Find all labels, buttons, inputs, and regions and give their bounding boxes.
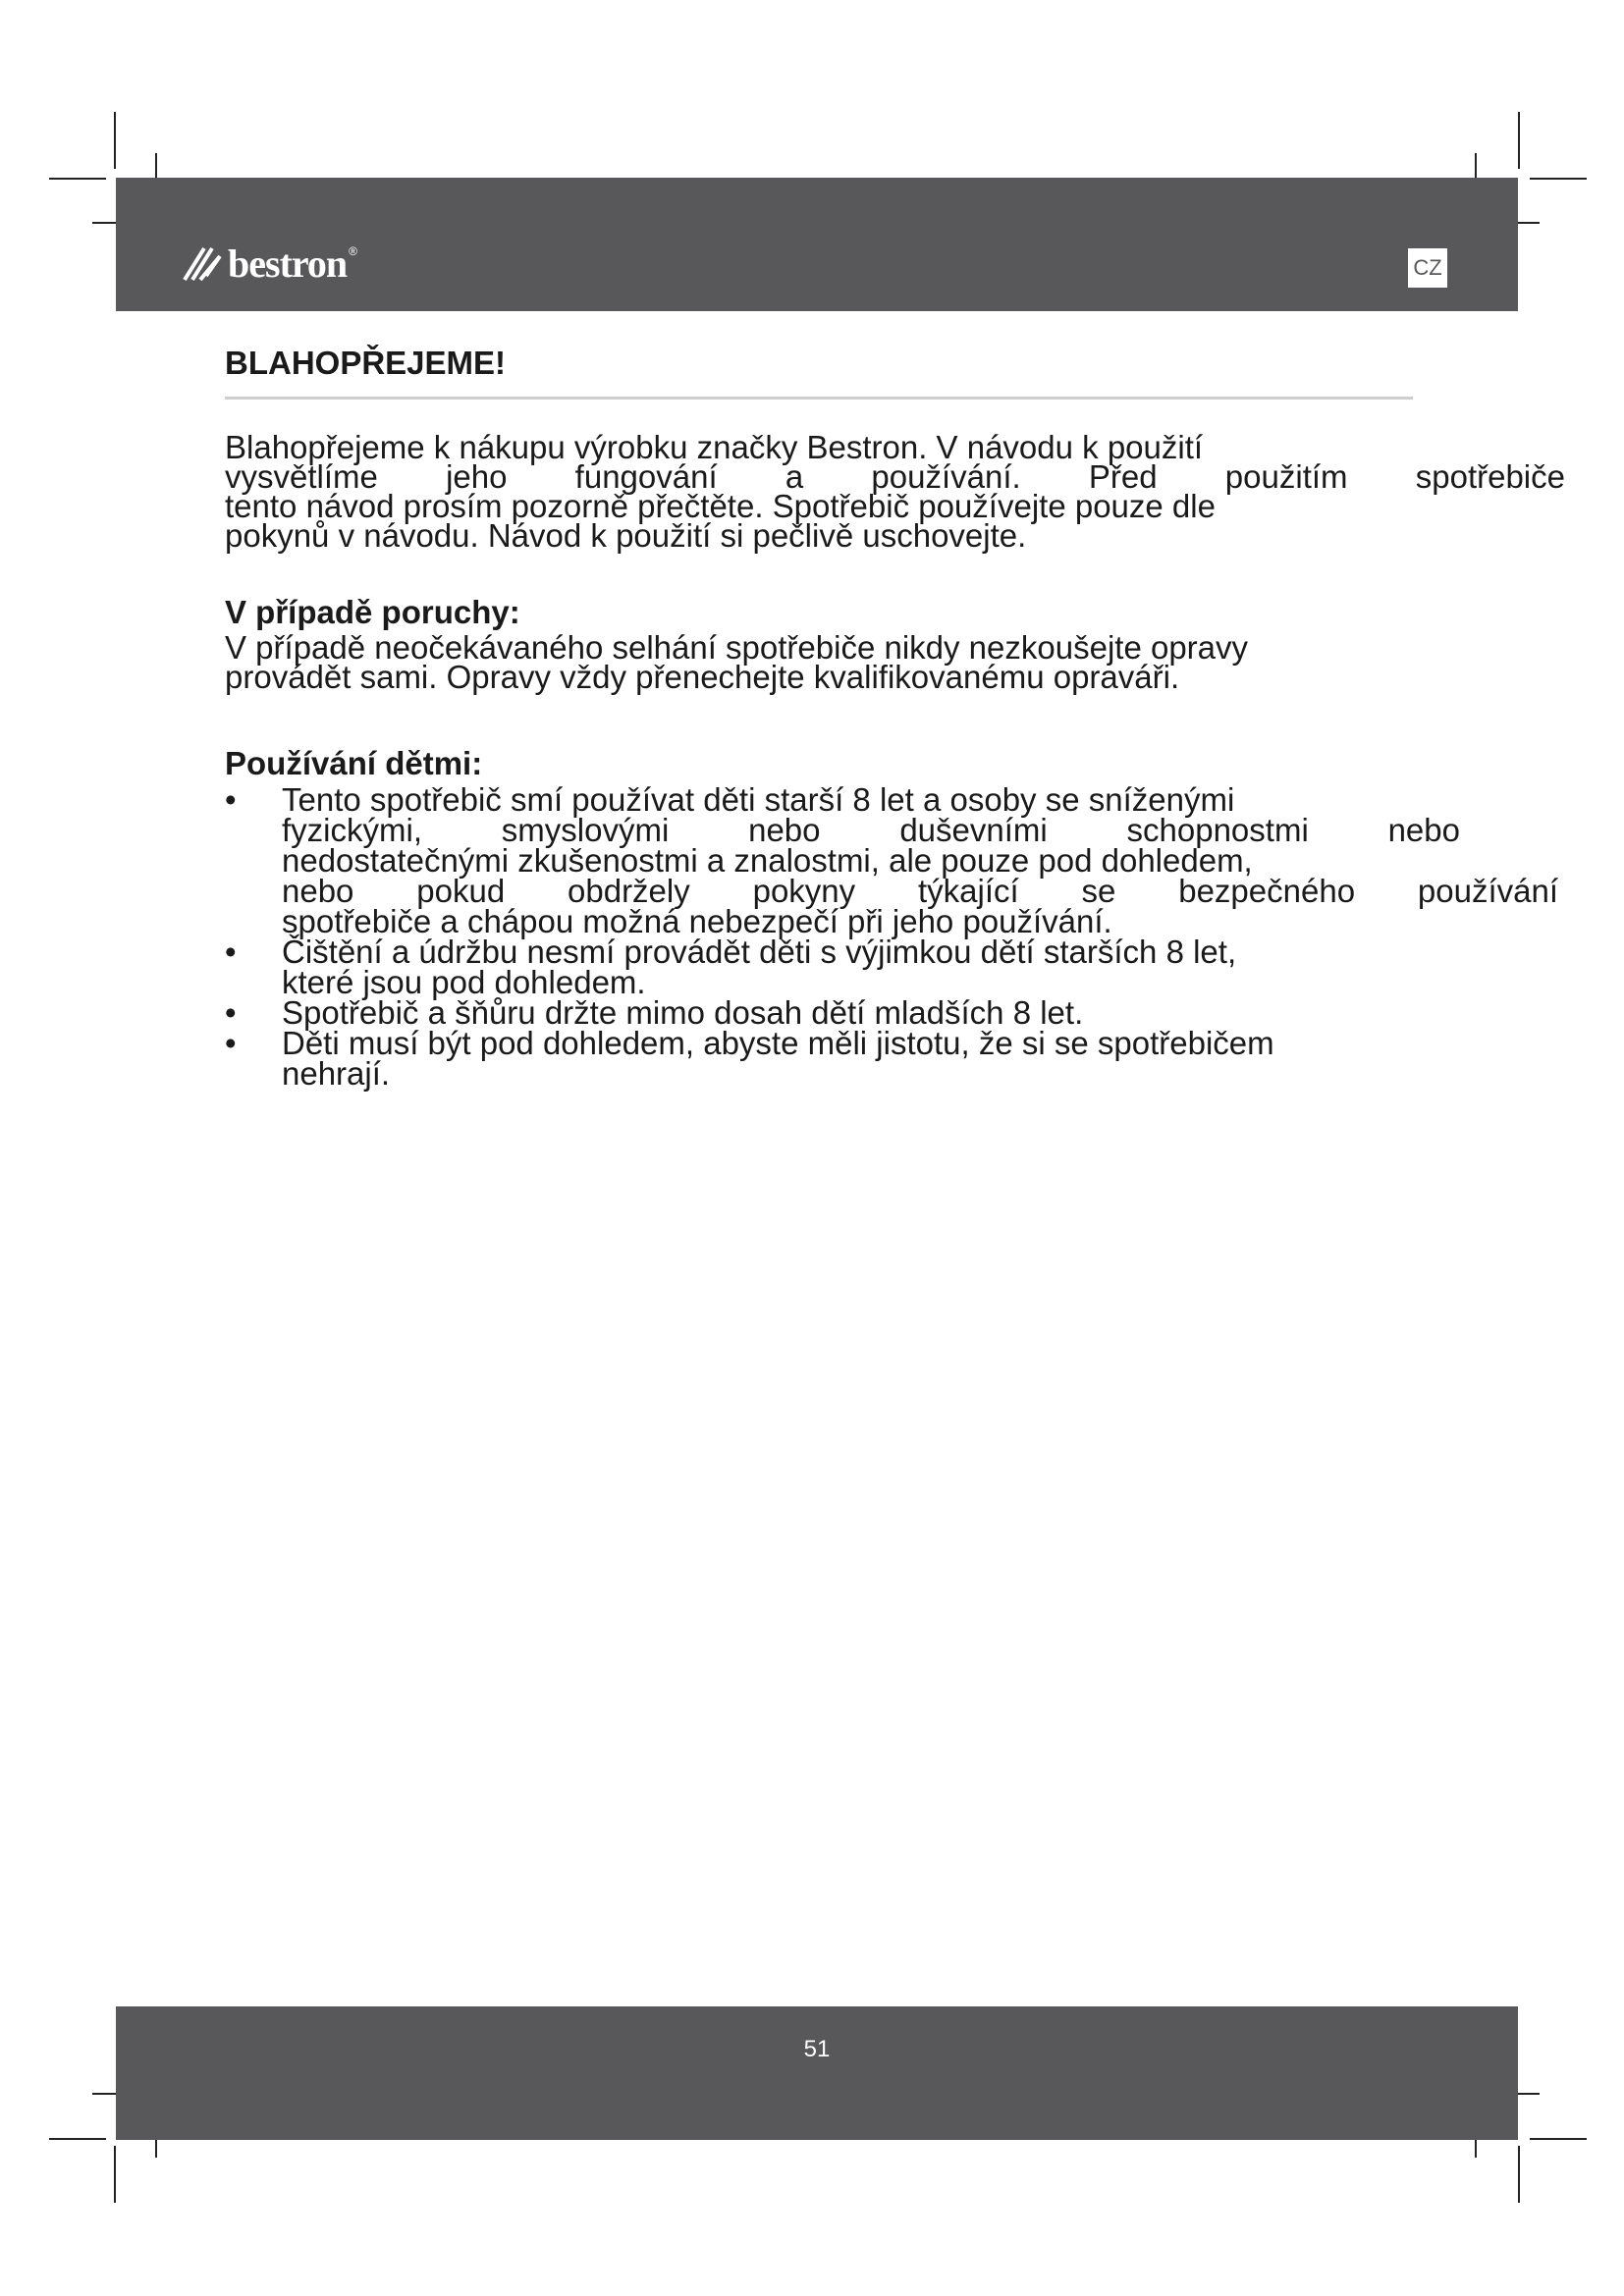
header-bar (116, 178, 1518, 311)
bullet-icon: • (225, 934, 237, 970)
intro-paragraph (225, 429, 1565, 554)
list-item-line: fyzickými, smyslovými nebo duševními schopnostmi nebo (282, 812, 1460, 848)
brand-name: bestron (228, 241, 348, 286)
footer-bar (116, 2006, 1518, 2140)
crop-mark (114, 112, 116, 169)
page-number: 51 (803, 2036, 831, 2062)
list-item-line: spotřebiče a chápou možná nebezpečí při jeho používání. (282, 903, 1112, 939)
list-item-line: Spotřebič a šňůru držte mimo dosah dětí mladších 8 let. (282, 994, 1084, 1031)
language-badge: CZ (1408, 248, 1447, 288)
title-divider (225, 397, 1413, 400)
intro-line: vysvětlíme jeho fungování a používání. Před použitím spotřebiče (225, 458, 1565, 495)
list-item (225, 934, 1565, 1000)
list-item-line: nedostatečnými zkušenostmi a znalostmi, ale pouze pod dohledem, (282, 842, 1253, 879)
intro-line: pokynů v návodu. Návod k použití si pečlivě uschovejte. (225, 517, 1027, 554)
list-item (225, 994, 1565, 1031)
bullet-icon: • (225, 1025, 237, 1061)
crop-mark (49, 2138, 106, 2140)
children-heading: Používání dětmi: (225, 745, 483, 781)
list-item (225, 1025, 1565, 1092)
crop-mark (1518, 2146, 1520, 2203)
malfunction-heading: V případě poruchy: (225, 594, 520, 630)
list-item-line: nebo pokud obdržely pokyny týkající se bezpečného používání (282, 873, 1558, 909)
chevron-arrows-icon (183, 242, 226, 286)
brand-logo (183, 242, 357, 286)
crop-mark (1530, 178, 1587, 180)
children-list (225, 781, 1565, 1092)
crop-mark (1518, 112, 1520, 169)
malfunction-line: provádět sami. Opravy vždy přenechejte kvalifikovanému opraváři. (225, 659, 1180, 695)
malfunction-line: V případě neočekávaného selhání spotřebiče nikdy nezkoušejte opravy (225, 629, 1249, 666)
intro-line: Blahopřejeme k nákupu výrobku značky Bestron. V návodu k použití (225, 429, 1204, 465)
page-title: BLAHOPŘEJEME! (225, 345, 507, 381)
list-item-line: Děti musí být pod dohledem, abyste měli jistotu, že si se spotřebičem (282, 1025, 1274, 1061)
bullet-icon: • (225, 994, 237, 1031)
crop-mark (114, 2146, 116, 2203)
crop-mark (49, 178, 106, 180)
page-content (225, 344, 1565, 1092)
crop-mark (1530, 2138, 1587, 2140)
list-item (225, 781, 1565, 939)
bullet-icon: • (225, 781, 237, 818)
list-item-line: Čištění a údržbu nesmí provádět děti s výjimkou dětí starších 8 let, (282, 934, 1237, 970)
list-item-line: nehrají. (282, 1055, 391, 1092)
list-item-line: které jsou pod dohledem. (282, 964, 646, 1000)
intro-line: tento návod prosím pozorně přečtěte. Spotřebič používejte pouze dle (225, 488, 1216, 524)
registered-mark: ® (349, 244, 358, 258)
malfunction-paragraph (225, 629, 1565, 695)
list-item-line: Tento spotřebič smí používat děti starší 8 let a osoby se sníženými (282, 781, 1235, 818)
